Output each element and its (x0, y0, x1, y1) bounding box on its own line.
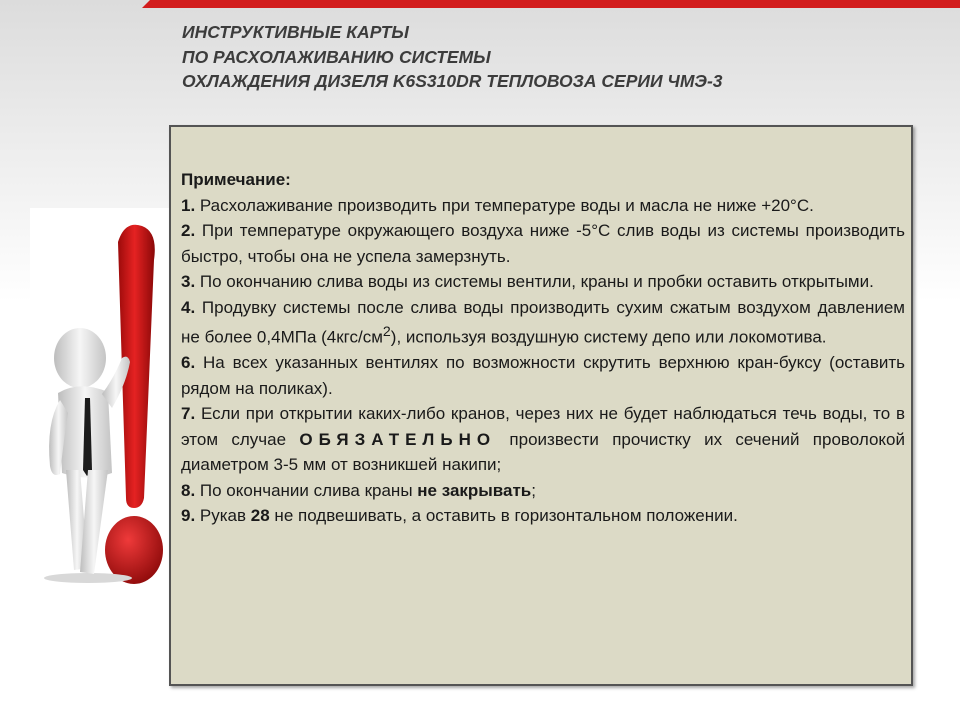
note-text: не подвешивать, а оставить в горизонтальном положении. (269, 506, 738, 526)
note-number: 3. (181, 272, 196, 291)
note-text: При температуре окружающего воздуха ниже -5°С слив воды из системы производить быстро, чтобы она не успела замерзнуть. (181, 221, 905, 266)
note-text: По окончанию слива воды из системы вентили, краны и пробки оставить открытыми. (195, 272, 874, 291)
notes-panel (169, 125, 913, 686)
slide-title (182, 20, 723, 94)
note-number: 8. (181, 480, 196, 500)
note-text: ; (531, 480, 536, 500)
note-text: ), используя воздушную систему депо или локомотива. (390, 327, 827, 347)
note-item (181, 193, 905, 219)
title-line: ИНСТРУКТИВНЫЕ КАРТЫ (182, 22, 409, 42)
note-text: произвести прочистку их сечений проволокой диаметром 3-5 мм от возникшей накипи; (181, 429, 905, 475)
superscript: 2 (382, 324, 391, 340)
note-number: 9. (181, 506, 196, 526)
emphasis-text: 28 (250, 506, 270, 526)
note-item (181, 218, 905, 269)
note-number: 4. (181, 297, 196, 317)
note-text: Рукав (195, 506, 251, 526)
emphasis-text: не закрывать (417, 480, 532, 500)
note-number: 2. (181, 221, 196, 240)
note-item (181, 295, 905, 351)
note-item (181, 401, 905, 478)
title-line: ПО РАСХОЛАЖИВАНИЮ СИСТЕМЫ (182, 46, 491, 67)
note-number: 7. (181, 404, 196, 424)
note-number: 1. (181, 195, 196, 215)
person-leaning-on-exclamation-mark-icon (30, 208, 178, 588)
note-text: Расхолаживание производить при температуре воды и масла не ниже +20°С. (195, 195, 814, 215)
note-item (181, 478, 905, 504)
warning-illustration (30, 208, 178, 588)
notes-content (181, 167, 905, 529)
note-text: На всех указанных вентилях по возможности скрутить верхнюю кран-буксу (оставить рядом на поликах). (181, 353, 905, 398)
note-text: Если при открытии каких-либо кранов, через них не будет наблюдаться течь воды, то в этом случае (181, 404, 905, 449)
note-item (181, 269, 905, 295)
note-text: Продувку системы после слива воды производить сухим сжатым воздухом давлением не более 0,4МПа (4кгс/см (181, 297, 905, 347)
note-text: По окончании слива краны (195, 480, 418, 500)
title-line: ОХЛАЖДЕНИЯ ДИЗЕЛЯ K6S310DR ТЕПЛОВОЗА СЕРИИ ЧМЭ-3 (182, 71, 723, 91)
notes-heading: Примечание: (181, 170, 291, 189)
note-item (181, 350, 905, 401)
note-number: 6. (181, 353, 196, 373)
note-item (181, 503, 905, 529)
emphasis-text: ОБЯЗАТЕЛЬНО (299, 429, 497, 449)
